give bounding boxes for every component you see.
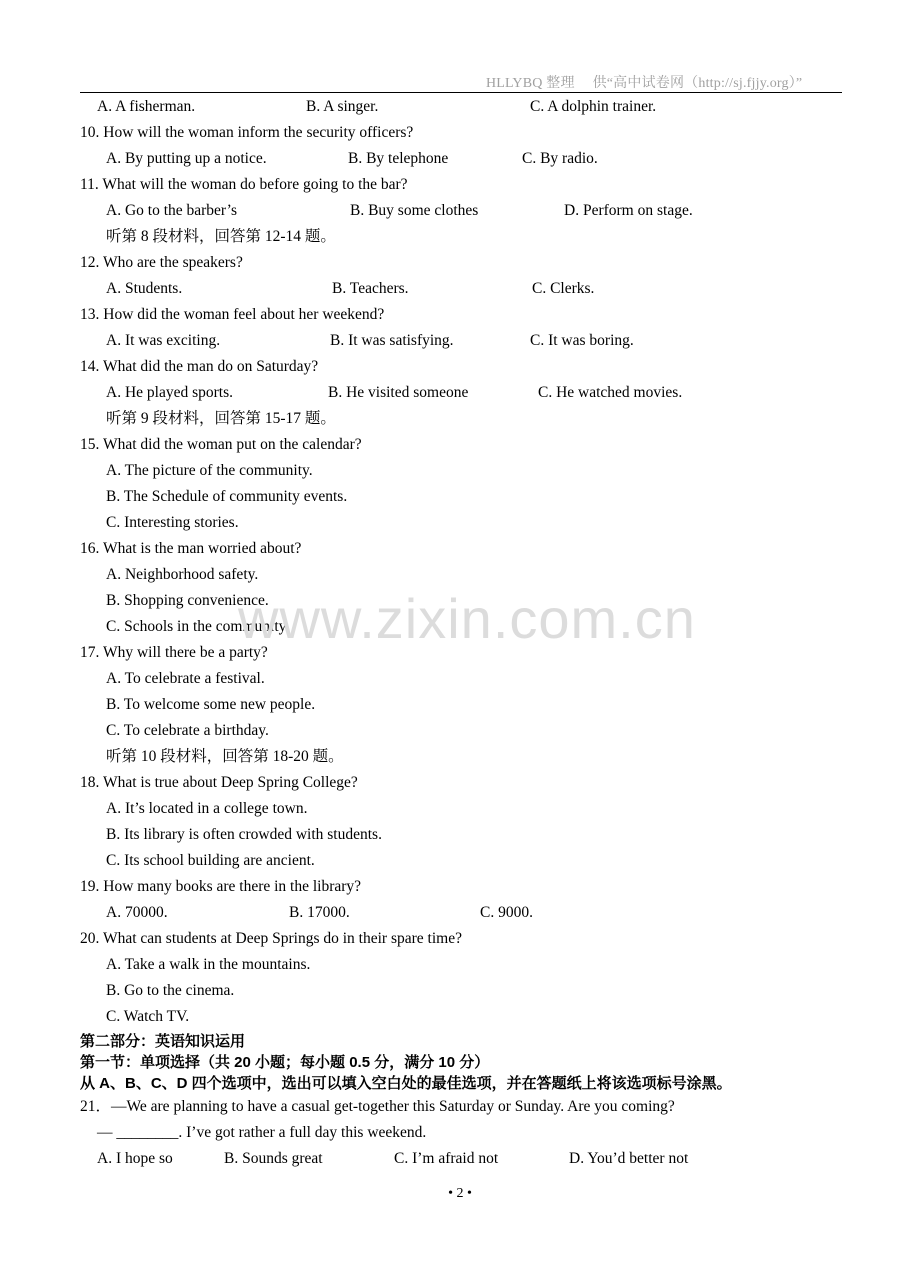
question-line: A. By putting up a notice. (106, 150, 267, 167)
question-line: B. Go to the cinema. (106, 982, 235, 999)
question-line: B. Shopping convenience. (106, 592, 269, 609)
question-line: B. To welcome some new people. (106, 696, 316, 713)
question-line: B. It was satisfying. (330, 332, 454, 349)
question-line: 11. What will the woman do before going to the bar? (80, 176, 408, 193)
question-line: B. The Schedule of community events. (106, 488, 348, 505)
question-line: A. The picture of the community. (106, 462, 313, 479)
question-line: 听第 10 段材料，回答第 18-20 题。 (106, 748, 344, 765)
question-line: B. Sounds great (224, 1150, 323, 1167)
question-line: A. It’s located in a college town. (106, 800, 308, 817)
question-line: 10. How will the woman inform the security officers? (80, 124, 414, 141)
question-line: 12. Who are the speakers? (80, 254, 243, 271)
question-line: A. I hope so (97, 1150, 173, 1167)
question-line: 14. What did the man do on Saturday? (80, 358, 319, 375)
question-line: C. Watch TV. (106, 1008, 190, 1025)
question-line: D. You’d better not (569, 1150, 689, 1167)
question-line: C. Clerks. (532, 280, 595, 297)
question-line: C. He watched movies. (538, 384, 683, 401)
question-line: B. Buy some clothes (350, 202, 479, 219)
question-line: C. Its school building are ancient. (106, 852, 315, 869)
question-line: 21．—We are planning to have a casual get-together this Saturday or Sunday. Are you coming? (80, 1098, 675, 1115)
question-line: A. A fisherman. (97, 98, 196, 115)
question-line: D. Perform on stage. (564, 202, 693, 219)
question-line: 17. Why will there be a party? (80, 644, 268, 661)
section-heading: 从 A、B、C、D 四个选项中，选出可以填入空白处的最佳选项，并在答题纸上将该选项标号涂黑。 (80, 1075, 732, 1092)
question-line: 19. How many books are there in the library? (80, 878, 362, 895)
question-line: 听第 8 段材料，回答第 12-14 题。 (106, 228, 336, 245)
question-line: C. I’m afraid not (394, 1150, 499, 1167)
question-line: C. A dolphin trainer. (530, 98, 657, 115)
question-line: — ________. I’ve got rather a full day this weekend. (97, 1124, 427, 1141)
question-line: A. He played sports. (106, 384, 233, 401)
question-line: C. Schools in the community. (106, 618, 290, 635)
question-line: B. He visited someone (328, 384, 469, 401)
question-line: B. Teachers. (332, 280, 409, 297)
watermark: www.zixin.com.cn (238, 587, 696, 650)
question-line: 16. What is the man worried about? (80, 540, 302, 557)
question-line: 13. How did the woman feel about her weekend? (80, 306, 385, 323)
question-line: B. 17000. (289, 904, 350, 921)
question-line: A. To celebrate a festival. (106, 670, 265, 687)
question-line: C. To celebrate a birthday. (106, 722, 269, 739)
question-line: 15. What did the woman put on the calendar? (80, 436, 362, 453)
question-line: A. Go to the barber’s (106, 202, 238, 219)
page-header: HLLYBQ 整理 供“高中试卷网（http://sj.fjjy.org）” (486, 76, 803, 91)
question-line: 20. What can students at Deep Springs do in their spare time? (80, 930, 462, 947)
question-line: 听第 9 段材料，回答第 15-17 题。 (106, 410, 336, 427)
question-line: A. Students. (106, 280, 183, 297)
question-line: 18. What is true about Deep Spring College? (80, 774, 358, 791)
question-line: C. It was boring. (530, 332, 634, 349)
question-line: C. By radio. (522, 150, 598, 167)
header-rule (80, 92, 842, 93)
question-line: C. 9000. (480, 904, 533, 921)
question-line: A. It was exciting. (106, 332, 221, 349)
question-line: B. Its library is often crowded with students. (106, 826, 382, 843)
question-line: A. Neighborhood safety. (106, 566, 259, 583)
section-heading: 第一节：单项选择（共 20 小题；每小题 0.5 分，满分 10 分） (80, 1054, 490, 1071)
question-line: B. By telephone (348, 150, 449, 167)
question-line: B. A singer. (306, 98, 379, 115)
question-line: A. Take a walk in the mountains. (106, 956, 311, 973)
question-line: A. 70000. (106, 904, 168, 921)
section-heading: 第二部分：英语知识运用 (80, 1033, 246, 1050)
page-number: • 2 • (448, 1186, 472, 1201)
question-line: C. Interesting stories. (106, 514, 239, 531)
